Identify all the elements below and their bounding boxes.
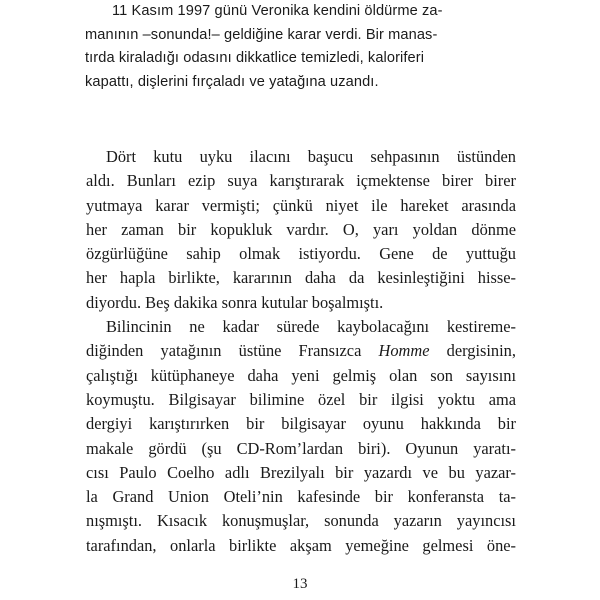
body-line: Bilincinin ne kadar sürede kaybolacağını kestireme- bbox=[106, 317, 516, 337]
body-line: cısı Paulo Coelho adlı Brezilyalı bir yazardı ve bu yazar- bbox=[86, 462, 516, 482]
body-line: la Grand Union Oteli’nin kafesinde bir konferansta ta- bbox=[86, 487, 516, 507]
body-line: makale gördü (şu CD-Rom’lardan biri). Oyunun yaratı- bbox=[86, 438, 516, 458]
body-line: her zaman bir kopukluk vardır. O, yarı yoldan dönme bbox=[86, 219, 516, 239]
body-line: nışmıştı. Kısacık konuşmuşlar, sonunda yazarın yayıncısı bbox=[86, 511, 516, 531]
intro-line: 11 Kasım 1997 günü Veronika kendini öldürme za- bbox=[112, 3, 443, 19]
intro-line: manının –sonunda!– geldiğine karar verdi. Bir manas- bbox=[85, 26, 438, 43]
body-line: diyordu. Beş dakika sonra kutular boşalmıştı. bbox=[86, 292, 384, 312]
body-line: özgürlüğüne sahip olmak istiyordu. Gene de yuttuğu bbox=[86, 244, 516, 264]
body-line: tarafından, onlarla birlikte akşam yemeğine gelmesi öne- bbox=[86, 535, 516, 555]
magazine-title: Homme bbox=[378, 341, 430, 361]
intro-line: kapattı, dişlerini fırçaladı ve yatağına uzandı. bbox=[85, 73, 379, 90]
body-line-with-italic bbox=[86, 339, 516, 363]
body-line: yutmaya karar vermişti; çünkü niyet ile hareket arasında bbox=[86, 195, 516, 215]
chapter-intro bbox=[85, 0, 505, 94]
body-line: koymuştu. Bilgisayar bilimine özel bir ilgisi yoktu ama bbox=[86, 389, 516, 409]
intro-line: tırda kiraladığı odasını dikkatlice temizledi, kaloriferi bbox=[85, 50, 425, 66]
page-number: 13 bbox=[292, 576, 308, 592]
body-line: Dört kutu uyku ilacını başucu sehpasının üstünden bbox=[106, 147, 516, 166]
body-line-part: diğinden yatağının üstüne Fransızca bbox=[86, 341, 379, 361]
body-line: dergiyi karıştırırken bir bilgisayar oyunu hakkında bir bbox=[86, 414, 516, 434]
body-text bbox=[86, 145, 516, 558]
body-line-part: dergisinin, bbox=[429, 341, 516, 361]
body-line: her hapla birlikte, kararının daha da kesinleştiğini hisse- bbox=[86, 268, 516, 288]
body-line: aldı. Bunları ezip suya karıştırarak içmektense birer birer bbox=[86, 171, 516, 191]
body-line: çalıştığı kütüphaneye daha yeni gelmiş olan son sayısını bbox=[86, 365, 516, 385]
